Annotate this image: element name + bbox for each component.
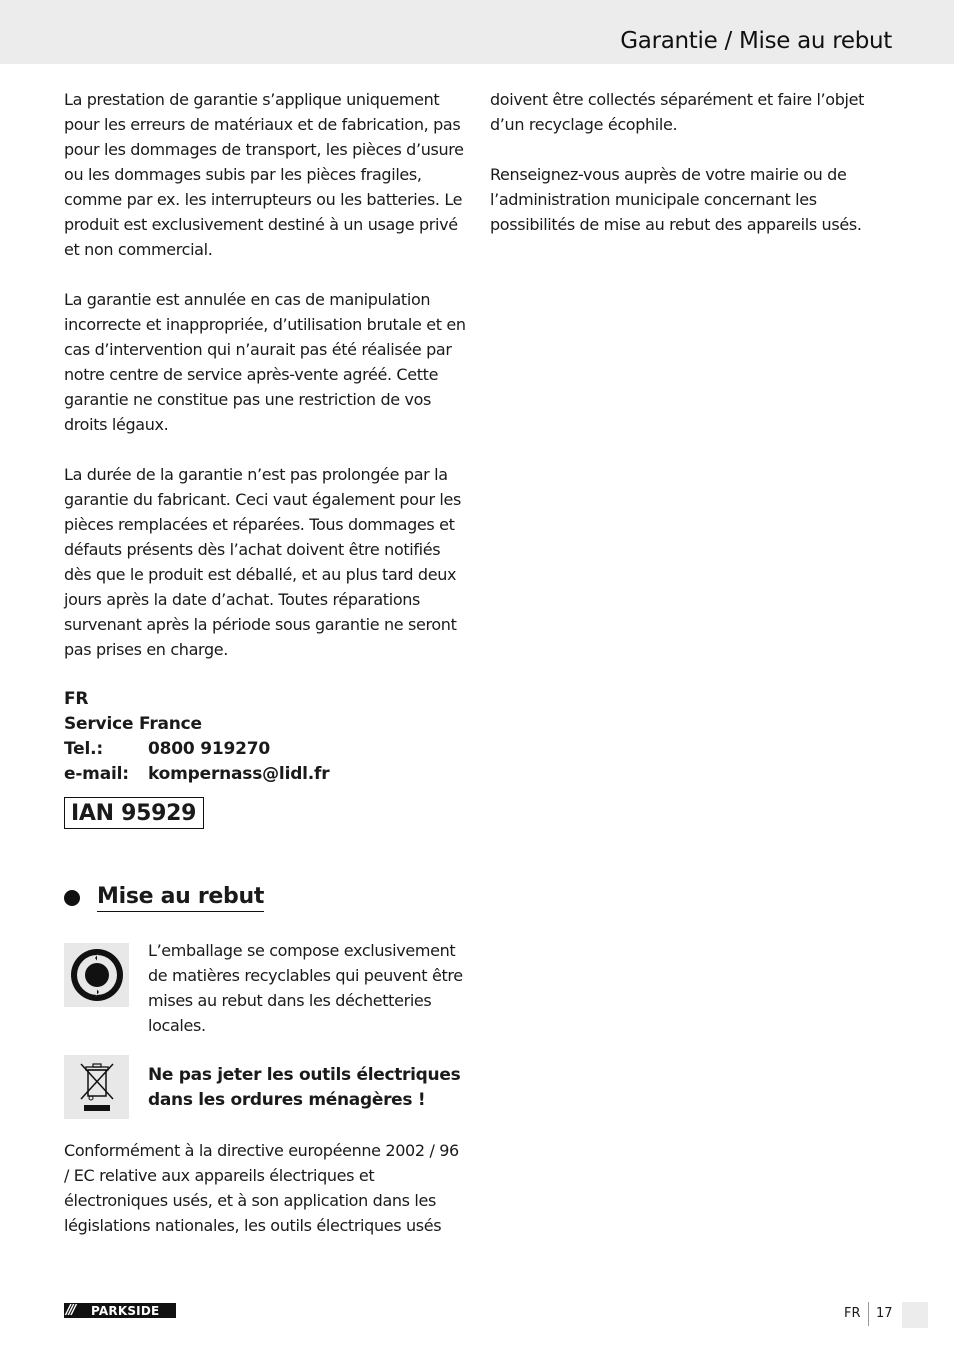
section-heading bbox=[64, 884, 264, 912]
green-dot-recycling-icon bbox=[69, 947, 125, 1003]
recycle-icon-box bbox=[64, 943, 129, 1007]
directive-text: Conformément à la directive européenne 2002 / 96 / EC relative aux appareils électriques et électroniques usés, et à son application dans les législations nationales, les outils électriques usés bbox=[64, 1141, 459, 1235]
warranty-paragraph-1: La prestation de garantie s’applique uniquement pour les erreurs de matériaux et de fabrication, pas pour les dommages de transport, les pièces d’usure ou les dommages subis par les pièces fragiles, comme par ex. les interrupteurs ou les batteries. Le produit est exclusivement destiné à un usage privé et non commercial. bbox=[64, 90, 464, 259]
disposal-warning: Ne pas jeter les outils électriques dans les ordures ménagères ! bbox=[148, 1065, 461, 1110]
logo-text: PARKSIDE bbox=[91, 1303, 160, 1318]
warranty-paragraph-3: La durée de la garantie n’est pas prolongée par la garantie du fabricant. Ceci vaut également pour les pièces remplacées et réparées. Tous dommages et défauts présents dès l’achat doivent être notifiés dès que le produit est déballé, et au plus tard deux jours après la date d’achat. Toutes réparations survenant après la période sous garantie ne seront pas prises en charge. bbox=[64, 465, 461, 659]
disposal-paragraph-2: Renseignez-vous auprès de votre mairie ou de l’administration municipale concernant les possibilités de mise au rebut des appareils usés. bbox=[490, 165, 862, 234]
left-column bbox=[64, 87, 468, 787]
footer-divider bbox=[868, 1302, 869, 1326]
disposal-paragraph-1: doivent être collectés séparément et faire l’objet d’un recyclage écophile. bbox=[490, 90, 865, 134]
service-contact bbox=[64, 687, 468, 787]
bullet-icon bbox=[64, 890, 80, 906]
footer-language: FR bbox=[844, 1306, 861, 1321]
logo-slashes: /// bbox=[66, 1303, 75, 1318]
footer-tab bbox=[902, 1302, 928, 1328]
crossed-out-bin-icon bbox=[77, 1061, 117, 1113]
packaging-text: L’emballage se compose exclusivement de matières recyclables qui peuvent être mises au rebut dans les déchetteries locales. bbox=[148, 941, 463, 1035]
contact-email-row bbox=[64, 762, 468, 787]
tel-label: Tel.: bbox=[64, 739, 103, 759]
contact-tel-row bbox=[64, 737, 468, 762]
warranty-paragraph-2: La garantie est annulée en cas de manipulation incorrecte et inappropriée, d’utilisation brutale et en cas d’intervention qui n’aurait pas été réalisée par notre centre de service après-vente agréé. Cette garantie ne constitue pas une restriction de vos droits légaux. bbox=[64, 290, 466, 434]
email-label: e-mail: bbox=[64, 764, 129, 784]
ian-box: IAN 95929 bbox=[64, 797, 204, 829]
page-number: 17 bbox=[876, 1306, 893, 1321]
right-column bbox=[490, 87, 894, 262]
contact-service: Service France bbox=[64, 714, 202, 734]
tel-value[interactable]: 0800 919270 bbox=[148, 739, 271, 759]
email-value[interactable]: kompernass@lidl.fr bbox=[148, 764, 330, 784]
section-title: Mise au rebut bbox=[97, 884, 264, 912]
weee-icon-box bbox=[64, 1055, 129, 1119]
page-title: Garantie / Mise au rebut bbox=[620, 28, 892, 54]
contact-country: FR bbox=[64, 689, 89, 709]
parkside-logo bbox=[64, 1303, 176, 1318]
